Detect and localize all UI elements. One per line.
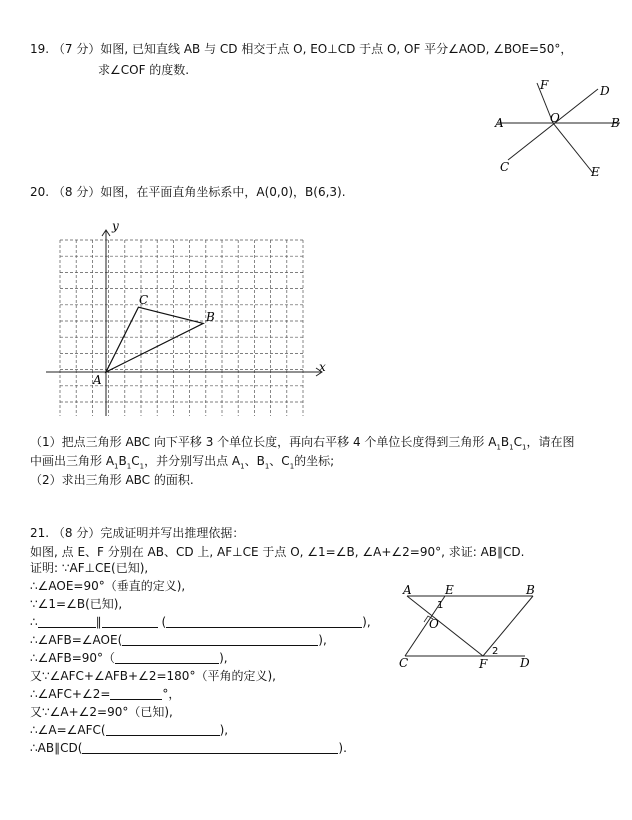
answer-blank-5[interactable] [122,633,318,646]
q21-label-o: O [429,617,439,631]
proof-line-11-text-a: ∴AB∥CD( [30,741,83,755]
q20-score: （8 分） [52,185,101,199]
proof-line-8 [30,685,180,704]
sub-1f: 1 [139,462,145,471]
q21-title: 完成证明并写出推理依据： [100,526,245,540]
q19-label-a: A [495,116,504,130]
q21-label-e: E [445,584,454,597]
proof-line-4-text-a: ∴ [30,615,38,629]
answer-blank-4c[interactable] [166,615,362,628]
proof-line-11 [30,739,347,758]
q21-header [30,524,244,541]
proof-line-4-text-d: ), [362,615,371,629]
grid-lines [60,240,304,416]
q20-part1-line2: 中画出三角形 $A_1B_1C_1$，并分别写出点 $A_1$、$B_1$、$C_1$的坐标; [30,454,335,471]
q19-number: 19. [30,42,50,56]
proof-line-7: 又∵∠AFC+∠AFB+∠2=180°（平角的定义), [30,669,276,683]
q21-label-c: C [399,656,409,670]
triangle-abc [106,307,203,372]
q20-part1-text-d: ，请在图 [526,435,575,449]
sub-1b: 1 [509,443,514,452]
q20-part1-text-e: 中画出三角形 A [30,454,115,468]
q21-number: 21. [30,526,50,540]
q20-part1-text-c2: C [131,454,140,468]
proof-line-10-text-a: ∴∠A=∠AFC( [30,723,106,737]
answer-blank-11[interactable] [82,741,338,754]
q20-label-b: B [206,310,215,324]
q21-score: （8 分） [52,526,101,540]
sub-1h: 1 [264,462,270,471]
proof-line-6 [30,649,228,668]
sub-1c: 1 [522,443,527,452]
q20-label-a: A [93,373,102,387]
proof-line-9: 又∵∠A+∠2=90°（已知), [30,705,173,719]
q21-label-a: A [403,584,412,597]
q20-text: 如图，在平面直角坐标系中，A(0,0)，B(6,3). [100,185,346,199]
q20-part1-text-c3: C [281,454,290,468]
q19-label-e: E [591,165,600,179]
answer-blank-4b[interactable] [102,615,158,628]
y-axis-label: y [112,219,119,233]
proof-line-11-text-b: ). [338,741,347,755]
q21-label-b: B [526,584,535,597]
proof-line-4-text-c: ( [161,615,167,629]
q20-coordinate-grid [42,218,342,424]
q19-label-c: C [500,160,510,174]
q20-part2: （2）求出三角形 ABC 的面积. [30,473,194,487]
segment-af [407,596,483,656]
q20-number: 20. [30,185,50,199]
q19-question: 求∠COF 的度数. [98,63,190,77]
sub-1a: 1 [496,443,501,452]
proof-line-5 [30,631,327,650]
ray-oe [553,123,593,173]
proof-line-8-text-b: °， [162,687,181,701]
q20-part1-text-g: 的坐标; [294,454,335,468]
q19-label-f: F [540,78,549,92]
sub-1i: 1 [289,462,295,471]
answer-blank-8[interactable] [110,687,162,700]
q21-label-d: D [520,656,530,670]
q20-part1-line1 [30,433,574,451]
proof-line-1: 证明: ∵AF⊥CE(已知), [30,561,149,575]
answer-blank-6[interactable] [115,651,219,664]
q19-label-b: B [611,116,620,130]
q19-label-d: D [600,84,610,98]
q19-score: （7 分） [52,42,101,56]
q20-label-c: C [139,293,149,307]
x-axis-label: x [319,360,326,374]
proof-line-6-text-a: ∴∠AFB=90°（ [30,651,116,665]
segment-bf [483,596,533,656]
q20-part1-text-c: C [513,435,522,449]
q20-part1-text-b3: B [256,454,265,468]
answer-blank-10[interactable] [106,723,220,736]
proof-line-6-text-b: ), [219,651,228,665]
q20-header [30,183,346,200]
proof-line-10 [30,721,228,740]
proof-line-5-text-b: ), [318,633,327,647]
q20-part1-text-b2: B [118,454,127,468]
q21-statement: 如图, 点 E、F 分别在 AB、CD 上, AF⊥CE 于点 O, ∠1=∠B, ∠A+∠2=90°, 求证: AB∥CD. [30,545,525,559]
proof-line-4-text-b: ∥ [95,615,102,629]
q19-text: 如图, 已知直线 AB 与 CD 相交于点 O, EO⊥CD 于点 O, OF 平分∠AOD, ∠BOE=50°， [100,42,573,56]
q20-part1-text-f: ，并分别写出点 A [144,454,241,468]
q20-part1-text-b: B [500,435,510,449]
q21-label-angle-1: 1 [437,600,444,611]
proof-line-3: ∵∠1=∠B(已知), [30,597,123,611]
sub-1d: 1 [114,462,119,471]
sub-1e: 1 [126,462,132,471]
proof-line-10-text-b: ), [219,723,229,737]
answer-blank-4a[interactable] [38,615,96,628]
proof-line-2: ∴∠AOE=90°（垂直的定义), [30,579,186,593]
q20-part1-text-a: （1）把点三角形 ABC 向下平移 3 个单位长度，再向右平移 4 个单位长度得到三角形 A [30,435,497,449]
q21-label-angle-2: 2 [492,646,499,657]
proof-line-8-text-a: ∴∠AFC+∠2= [30,687,111,701]
sub-1g: 1 [240,462,245,471]
proof-line-5-text-a: ∴∠AFB=∠AOE( [30,633,123,647]
q21-label-f: F [479,657,488,670]
proof-line-4 [30,613,371,632]
q19-header [30,40,572,57]
q19-figure [490,75,630,185]
q19-label-o: O [550,111,560,125]
q21-figure [395,584,545,670]
